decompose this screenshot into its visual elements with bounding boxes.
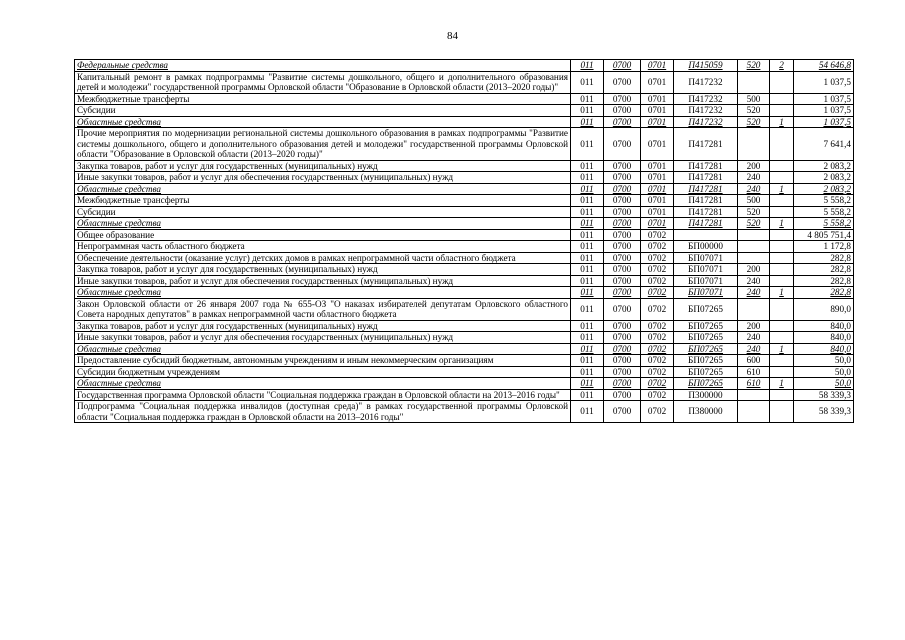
subsection-code: 0702 xyxy=(641,287,674,299)
section-code: 0700 xyxy=(604,172,641,184)
subsection-code: 0702 xyxy=(641,320,674,332)
target-article-code: П300000 xyxy=(674,389,738,401)
target-article-code: П417232 xyxy=(674,116,738,128)
expense-type-code: 520 xyxy=(738,105,770,117)
expense-type-code: 240 xyxy=(738,183,770,195)
ministry-code: 011 xyxy=(571,206,604,218)
line-item-name: Субсидии бюджетным учреждениям xyxy=(75,366,571,378)
expense-type-code: 240 xyxy=(738,287,770,299)
ministry-code: 011 xyxy=(571,287,604,299)
expense-type-code: 610 xyxy=(738,378,770,390)
line-item-name: Межбюджетные трансферты xyxy=(75,195,571,207)
subsection-code: 0702 xyxy=(641,252,674,264)
subsection-code: 0701 xyxy=(641,105,674,117)
target-article-code: П417281 xyxy=(674,195,738,207)
funding-source-code xyxy=(770,264,794,276)
funding-source-code: 1 xyxy=(770,116,794,128)
expense-type-code: 520 xyxy=(738,218,770,230)
expense-type-code: 500 xyxy=(738,93,770,105)
target-article-code: П415059 xyxy=(674,60,738,72)
subsection-code: 0701 xyxy=(641,93,674,105)
funding-source-code xyxy=(770,320,794,332)
amount: 5 558,2 xyxy=(794,218,854,230)
ministry-code: 011 xyxy=(571,275,604,287)
expense-type-code: 240 xyxy=(738,172,770,184)
ministry-code: 011 xyxy=(571,298,604,320)
table-row xyxy=(75,366,854,378)
section-code: 0700 xyxy=(604,241,641,253)
subsection-code: 0702 xyxy=(641,401,674,423)
section-code: 0700 xyxy=(604,183,641,195)
table-row xyxy=(75,93,854,105)
table-row xyxy=(75,195,854,207)
line-item-name: Закупка товаров, работ и услуг для государственных (муниципальных) нужд xyxy=(75,264,571,276)
table-row xyxy=(75,160,854,172)
target-article-code: БП07071 xyxy=(674,264,738,276)
amount: 840,0 xyxy=(794,343,854,355)
amount: 58 339,3 xyxy=(794,401,854,423)
funding-source-code xyxy=(770,105,794,117)
line-item-name: Областные средства xyxy=(75,343,571,355)
amount: 50,0 xyxy=(794,355,854,367)
amount: 1 037,5 xyxy=(794,116,854,128)
target-article-code: БП07265 xyxy=(674,378,738,390)
table-row xyxy=(75,355,854,367)
target-article-code: БП07265 xyxy=(674,343,738,355)
section-code: 0700 xyxy=(604,160,641,172)
expense-type-code xyxy=(738,229,770,241)
amount: 282,8 xyxy=(794,252,854,264)
target-article-code: П417232 xyxy=(674,93,738,105)
ministry-code: 011 xyxy=(571,71,604,93)
budget-table xyxy=(74,59,854,423)
amount: 54 646,8 xyxy=(794,60,854,72)
ministry-code: 011 xyxy=(571,218,604,230)
line-item-name: Областные средства xyxy=(75,183,571,195)
funding-source-code xyxy=(770,93,794,105)
line-item-name: Обеспечение деятельности (оказание услуг) детских домов в рамках непрограммной части областного бюджета xyxy=(75,252,571,264)
target-article-code: П417232 xyxy=(674,105,738,117)
line-item-name: Областные средства xyxy=(75,378,571,390)
table-row xyxy=(75,389,854,401)
target-article-code: БП07071 xyxy=(674,287,738,299)
funding-source-code xyxy=(770,401,794,423)
section-code: 0700 xyxy=(604,252,641,264)
table-row xyxy=(75,332,854,344)
target-article-code xyxy=(674,229,738,241)
funding-source-code xyxy=(770,71,794,93)
section-code: 0700 xyxy=(604,275,641,287)
table-row xyxy=(75,298,854,320)
target-article-code: БП07071 xyxy=(674,252,738,264)
ministry-code: 011 xyxy=(571,252,604,264)
funding-source-code: 1 xyxy=(770,183,794,195)
target-article-code: П417232 xyxy=(674,71,738,93)
amount: 4 805 751,4 xyxy=(794,229,854,241)
subsection-code: 0702 xyxy=(641,332,674,344)
funding-source-code xyxy=(770,229,794,241)
table-row xyxy=(75,60,854,72)
ministry-code: 011 xyxy=(571,116,604,128)
expense-type-code: 240 xyxy=(738,332,770,344)
funding-source-code xyxy=(770,172,794,184)
expense-type-code: 520 xyxy=(738,60,770,72)
table-row xyxy=(75,128,854,161)
amount: 282,8 xyxy=(794,264,854,276)
funding-source-code xyxy=(770,366,794,378)
section-code: 0700 xyxy=(604,105,641,117)
amount: 840,0 xyxy=(794,320,854,332)
table-row xyxy=(75,71,854,93)
funding-source-code xyxy=(770,128,794,161)
table-row xyxy=(75,229,854,241)
ministry-code: 011 xyxy=(571,229,604,241)
ministry-code: 011 xyxy=(571,320,604,332)
expense-type-code: 520 xyxy=(738,206,770,218)
ministry-code: 011 xyxy=(571,264,604,276)
funding-source-code xyxy=(770,298,794,320)
ministry-code: 011 xyxy=(571,332,604,344)
table-row xyxy=(75,252,854,264)
subsection-code: 0701 xyxy=(641,206,674,218)
amount: 2 083,2 xyxy=(794,183,854,195)
table-row xyxy=(75,241,854,253)
table-row xyxy=(75,264,854,276)
expense-type-code: 240 xyxy=(738,343,770,355)
table-row xyxy=(75,206,854,218)
table-row xyxy=(75,172,854,184)
ministry-code: 011 xyxy=(571,366,604,378)
target-article-code: БП07265 xyxy=(674,332,738,344)
subsection-code: 0702 xyxy=(641,355,674,367)
expense-type-code: 500 xyxy=(738,195,770,207)
section-code: 0700 xyxy=(604,366,641,378)
expense-type-code: 520 xyxy=(738,116,770,128)
line-item-name: Областные средства xyxy=(75,218,571,230)
expense-type-code xyxy=(738,298,770,320)
amount: 890,0 xyxy=(794,298,854,320)
ministry-code: 011 xyxy=(571,183,604,195)
table-row xyxy=(75,116,854,128)
target-article-code: БП00000 xyxy=(674,241,738,253)
table-row xyxy=(75,401,854,423)
subsection-code: 0701 xyxy=(641,128,674,161)
funding-source-code: 1 xyxy=(770,287,794,299)
ministry-code: 011 xyxy=(571,105,604,117)
subsection-code: 0701 xyxy=(641,71,674,93)
page-number: 84 xyxy=(447,30,458,42)
expense-type-code: 200 xyxy=(738,320,770,332)
ministry-code: 011 xyxy=(571,343,604,355)
funding-source-code: 1 xyxy=(770,378,794,390)
line-item-name: Закупка товаров, работ и услуг для государственных (муниципальных) нужд xyxy=(75,160,571,172)
ministry-code: 011 xyxy=(571,172,604,184)
subsection-code: 0702 xyxy=(641,298,674,320)
section-code: 0700 xyxy=(604,195,641,207)
subsection-code: 0702 xyxy=(641,343,674,355)
expense-type-code xyxy=(738,128,770,161)
funding-source-code xyxy=(770,160,794,172)
target-article-code: БП07265 xyxy=(674,320,738,332)
target-article-code: БП07071 xyxy=(674,275,738,287)
subsection-code: 0702 xyxy=(641,366,674,378)
table-row xyxy=(75,105,854,117)
target-article-code: П417281 xyxy=(674,172,738,184)
subsection-code: 0702 xyxy=(641,275,674,287)
ministry-code: 011 xyxy=(571,378,604,390)
expense-type-code xyxy=(738,401,770,423)
subsection-code: 0702 xyxy=(641,378,674,390)
expense-type-code xyxy=(738,389,770,401)
target-article-code: П417281 xyxy=(674,206,738,218)
line-item-name: Межбюджетные трансферты xyxy=(75,93,571,105)
line-item-name: Подпрограмма "Социальная поддержка инвалидов (доступная среда)" в рамках государственной программы Орловской области "Социальная поддержка граждан в Орловской области на 2013–2016 годы" xyxy=(75,401,571,423)
line-item-name: Закупка товаров, работ и услуг для государственных (муниципальных) нужд xyxy=(75,320,571,332)
ministry-code: 011 xyxy=(571,128,604,161)
funding-source-code xyxy=(770,241,794,253)
expense-type-code: 200 xyxy=(738,264,770,276)
section-code: 0700 xyxy=(604,206,641,218)
line-item-name: Государственная программа Орловской области "Социальная поддержка граждан в Орловской области на 2013–2016 годы" xyxy=(75,389,571,401)
amount: 7 641,4 xyxy=(794,128,854,161)
section-code: 0700 xyxy=(604,264,641,276)
amount: 5 558,2 xyxy=(794,195,854,207)
amount: 840,0 xyxy=(794,332,854,344)
table-row xyxy=(75,287,854,299)
target-article-code: БП07265 xyxy=(674,298,738,320)
section-code: 0700 xyxy=(604,378,641,390)
subsection-code: 0701 xyxy=(641,218,674,230)
table-row xyxy=(75,275,854,287)
subsection-code: 0702 xyxy=(641,264,674,276)
ministry-code: 011 xyxy=(571,93,604,105)
amount: 2 083,2 xyxy=(794,160,854,172)
funding-source-code: 1 xyxy=(770,218,794,230)
ministry-code: 011 xyxy=(571,60,604,72)
amount: 1 037,5 xyxy=(794,93,854,105)
line-item-name: Общее образование xyxy=(75,229,571,241)
subsection-code: 0702 xyxy=(641,229,674,241)
line-item-name: Прочие мероприятия по модернизации региональной системы дошкольного образования в рамках подпрограммы "Развитие системы дошкольного, общего и дополнительного образования детей и молодежи" государственной программы Орловской области "Образование в Орловской области (2013–2020 годы)" xyxy=(75,128,571,161)
table-row xyxy=(75,343,854,355)
section-code: 0700 xyxy=(604,320,641,332)
expense-type-code xyxy=(738,71,770,93)
table-row xyxy=(75,320,854,332)
subsection-code: 0702 xyxy=(641,389,674,401)
expense-type-code xyxy=(738,241,770,253)
subsection-code: 0701 xyxy=(641,60,674,72)
amount: 282,8 xyxy=(794,287,854,299)
line-item-name: Закон Орловской области от 26 января 2007 года № 655-ОЗ "О наказах избирателей депутатам Орловского областного Совета народных депутатов" в рамках непрограммной части областного бюджета xyxy=(75,298,571,320)
amount: 1 037,5 xyxy=(794,105,854,117)
line-item-name: Непрограммная часть областного бюджета xyxy=(75,241,571,253)
subsection-code: 0701 xyxy=(641,116,674,128)
section-code: 0700 xyxy=(604,343,641,355)
target-article-code: П417281 xyxy=(674,160,738,172)
expense-type-code xyxy=(738,252,770,264)
line-item-name: Областные средства xyxy=(75,287,571,299)
section-code: 0700 xyxy=(604,128,641,161)
amount: 1 172,8 xyxy=(794,241,854,253)
line-item-name: Иные закупки товаров, работ и услуг для обеспечения государственных (муниципальных) нужд xyxy=(75,275,571,287)
target-article-code: П417281 xyxy=(674,128,738,161)
amount: 1 037,5 xyxy=(794,71,854,93)
target-article-code: БП07265 xyxy=(674,355,738,367)
section-code: 0700 xyxy=(604,332,641,344)
line-item-name: Федеральные средства xyxy=(75,60,571,72)
table-row xyxy=(75,218,854,230)
ministry-code: 011 xyxy=(571,389,604,401)
subsection-code: 0702 xyxy=(641,241,674,253)
amount: 58 339,3 xyxy=(794,389,854,401)
table-row xyxy=(75,378,854,390)
amount: 2 083,2 xyxy=(794,172,854,184)
amount: 282,8 xyxy=(794,275,854,287)
ministry-code: 011 xyxy=(571,241,604,253)
amount: 5 558,2 xyxy=(794,206,854,218)
line-item-name: Предоставление субсидий бюджетным, автономным учреждениям и иным некоммерческим организациям xyxy=(75,355,571,367)
line-item-name: Субсидии xyxy=(75,206,571,218)
section-code: 0700 xyxy=(604,355,641,367)
section-code: 0700 xyxy=(604,93,641,105)
section-code: 0700 xyxy=(604,60,641,72)
line-item-name: Субсидии xyxy=(75,105,571,117)
line-item-name: Иные закупки товаров, работ и услуг для обеспечения государственных (муниципальных) нужд xyxy=(75,332,571,344)
section-code: 0700 xyxy=(604,229,641,241)
funding-source-code xyxy=(770,389,794,401)
funding-source-code xyxy=(770,332,794,344)
section-code: 0700 xyxy=(604,298,641,320)
funding-source-code xyxy=(770,195,794,207)
line-item-name: Капитальный ремонт в рамках подпрограммы "Развитие системы дошкольного, общего и дополнительного образования детей и молодежи" государственной программы Орловской области "Образование в Орловской области (2013–2020 годы)" xyxy=(75,71,571,93)
ministry-code: 011 xyxy=(571,160,604,172)
funding-source-code xyxy=(770,252,794,264)
target-article-code: П417281 xyxy=(674,183,738,195)
expense-type-code: 200 xyxy=(738,160,770,172)
section-code: 0700 xyxy=(604,287,641,299)
line-item-name: Областные средства xyxy=(75,116,571,128)
section-code: 0700 xyxy=(604,401,641,423)
section-code: 0700 xyxy=(604,218,641,230)
section-code: 0700 xyxy=(604,389,641,401)
funding-source-code xyxy=(770,355,794,367)
subsection-code: 0701 xyxy=(641,172,674,184)
ministry-code: 011 xyxy=(571,355,604,367)
funding-source-code: 2 xyxy=(770,60,794,72)
funding-source-code xyxy=(770,206,794,218)
line-item-name: Иные закупки товаров, работ и услуг для обеспечения государственных (муниципальных) нужд xyxy=(75,172,571,184)
expense-type-code: 610 xyxy=(738,366,770,378)
table-row xyxy=(75,183,854,195)
target-article-code: П417281 xyxy=(674,218,738,230)
subsection-code: 0701 xyxy=(641,195,674,207)
subsection-code: 0701 xyxy=(641,183,674,195)
section-code: 0700 xyxy=(604,71,641,93)
target-article-code: П380000 xyxy=(674,401,738,423)
amount: 50,0 xyxy=(794,366,854,378)
ministry-code: 011 xyxy=(571,401,604,423)
ministry-code: 011 xyxy=(571,195,604,207)
section-code: 0700 xyxy=(604,116,641,128)
amount: 50,0 xyxy=(794,378,854,390)
expense-type-code: 600 xyxy=(738,355,770,367)
subsection-code: 0701 xyxy=(641,160,674,172)
funding-source-code xyxy=(770,275,794,287)
target-article-code: БП07265 xyxy=(674,366,738,378)
expense-type-code: 240 xyxy=(738,275,770,287)
funding-source-code: 1 xyxy=(770,343,794,355)
